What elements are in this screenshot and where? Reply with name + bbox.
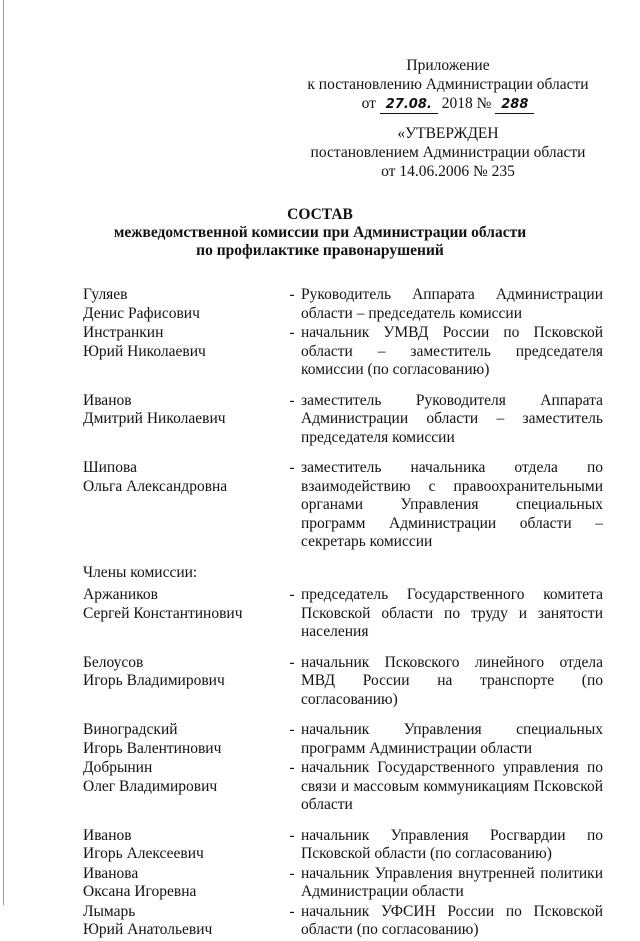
person-name — [83, 654, 283, 710]
person-surname: Аржаников — [83, 586, 158, 603]
person-name — [83, 865, 283, 902]
person-given-names: Юрий Анатольевич — [83, 921, 213, 938]
person-name — [83, 827, 283, 864]
person-given-names: Юрий Николаевич — [83, 342, 206, 360]
person-role: заместитель начальника отдела по взаимодействию с правоохранительными органами Управления специальных программ Администрации области – секретарь комиссии — [301, 459, 603, 550]
person-role: Руководитель Аппарата Администрации области – председатель комиссии — [301, 286, 603, 322]
person-surname: Белоусов — [83, 653, 144, 671]
person-surname: Лымарь — [83, 902, 136, 920]
person-role: начальник Управления Росгвардии по Псковской области (по согласованию) — [301, 826, 603, 862]
person-name — [83, 721, 283, 758]
person-row — [83, 827, 603, 864]
approved-block — [298, 124, 598, 181]
separator-dash: - — [289, 721, 295, 738]
person-surname: Инстранкин — [83, 324, 164, 341]
person-name — [83, 286, 283, 323]
separator-dash: - — [289, 324, 295, 341]
separator-dash: - — [289, 586, 295, 603]
approved-line-1: «УТВЕРЖДЕН — [397, 125, 499, 142]
separator-dash: - — [289, 759, 295, 776]
person-given-names: Сергей Константинович — [83, 604, 243, 622]
separator-dash: - — [289, 286, 295, 303]
person-row — [83, 286, 603, 323]
handwritten-number: 288 — [495, 97, 534, 114]
person-row — [83, 459, 603, 552]
separator-dash: - — [289, 391, 295, 409]
person-surname: Иванов — [83, 826, 132, 844]
person-surname: Шипова — [83, 459, 137, 476]
members-label: Члены комиссии: — [83, 563, 198, 581]
separator-dash: - — [289, 459, 295, 476]
person-row — [83, 865, 603, 902]
person-role: начальник Государственного управления по связи и массовым коммуникациям Псковской области — [301, 759, 603, 813]
person-surname: Иванова — [83, 864, 139, 882]
person-given-names: Олег Владимирович — [83, 777, 218, 795]
person-row — [83, 721, 603, 758]
person-given-names: Дмитрий Николаевич — [83, 410, 226, 427]
date-year: 2018 № — [441, 95, 492, 112]
person-row — [83, 586, 603, 642]
members-list — [83, 586, 603, 940]
person-role: заместитель Руководителя Аппарата Администрации области – заместитель председателя комиссии — [301, 391, 603, 446]
approved-line-3: от 14.06.2006 № 235 — [381, 163, 515, 180]
person-given-names: Игорь Алексеевич — [83, 845, 204, 862]
document-title — [40, 206, 600, 260]
annex-block — [298, 56, 598, 114]
person-role: председатель Государственного комитета Псковской области по труду и занятости населения — [301, 586, 603, 640]
annex-date-line — [298, 94, 598, 114]
separator-dash: - — [289, 902, 295, 920]
person-surname: Добрынин — [83, 759, 153, 776]
person-given-names: Оксана Игоревна — [83, 883, 197, 900]
person-name — [83, 459, 283, 552]
separator-dash: - — [289, 864, 295, 882]
separator-dash: - — [289, 653, 295, 671]
date-prefix: от — [361, 95, 376, 112]
person-name — [83, 759, 283, 815]
person-row — [83, 654, 603, 710]
person-row — [83, 392, 603, 448]
person-name — [83, 586, 283, 642]
title-line-2: межведомственной комиссии при Администрации области — [113, 224, 527, 241]
person-name — [83, 903, 283, 940]
person-name — [83, 324, 283, 380]
person-given-names: Игорь Владимирович — [83, 672, 225, 689]
person-surname: Гуляев — [83, 286, 128, 303]
title-line-3: по профилактике правонарушений — [196, 242, 444, 259]
commission-list — [83, 286, 603, 941]
person-row — [83, 324, 603, 380]
person-surname: Виноградский — [83, 721, 178, 738]
approved-line-2: постановлением Администрации области — [310, 144, 586, 161]
person-role: начальник УФСИН России по Псковской области (по согласованию) — [301, 902, 603, 938]
handwritten-date: 27.08. — [380, 97, 438, 114]
person-surname: Иванов — [83, 391, 132, 409]
person-role: начальник Псковского линейного отдела МВД России на транспорте (по согласованию) — [301, 653, 603, 708]
title-line-1: СОСТАВ — [287, 206, 353, 223]
annex-subtitle: к постановлению Администрации области — [307, 76, 589, 93]
person-role: начальник Управления внутренней политики Администрации области — [301, 864, 603, 900]
person-given-names: Игорь Валентинович — [83, 739, 222, 757]
separator-dash: - — [289, 826, 295, 844]
person-role: начальник Управления специальных программ Администрации области — [301, 721, 603, 757]
person-row — [83, 903, 603, 940]
person-role: начальник УМВД России по Псковской области – заместитель председателя комиссии (по согласованию) — [301, 324, 603, 378]
person-given-names: Денис Рафисович — [83, 304, 200, 322]
person-given-names: Ольга Александровна — [83, 477, 228, 495]
scan-edge-line — [3, 0, 4, 905]
annex-title: Приложение — [406, 57, 490, 74]
person-row — [83, 759, 603, 815]
person-name — [83, 392, 283, 448]
leaders-list — [83, 286, 603, 552]
